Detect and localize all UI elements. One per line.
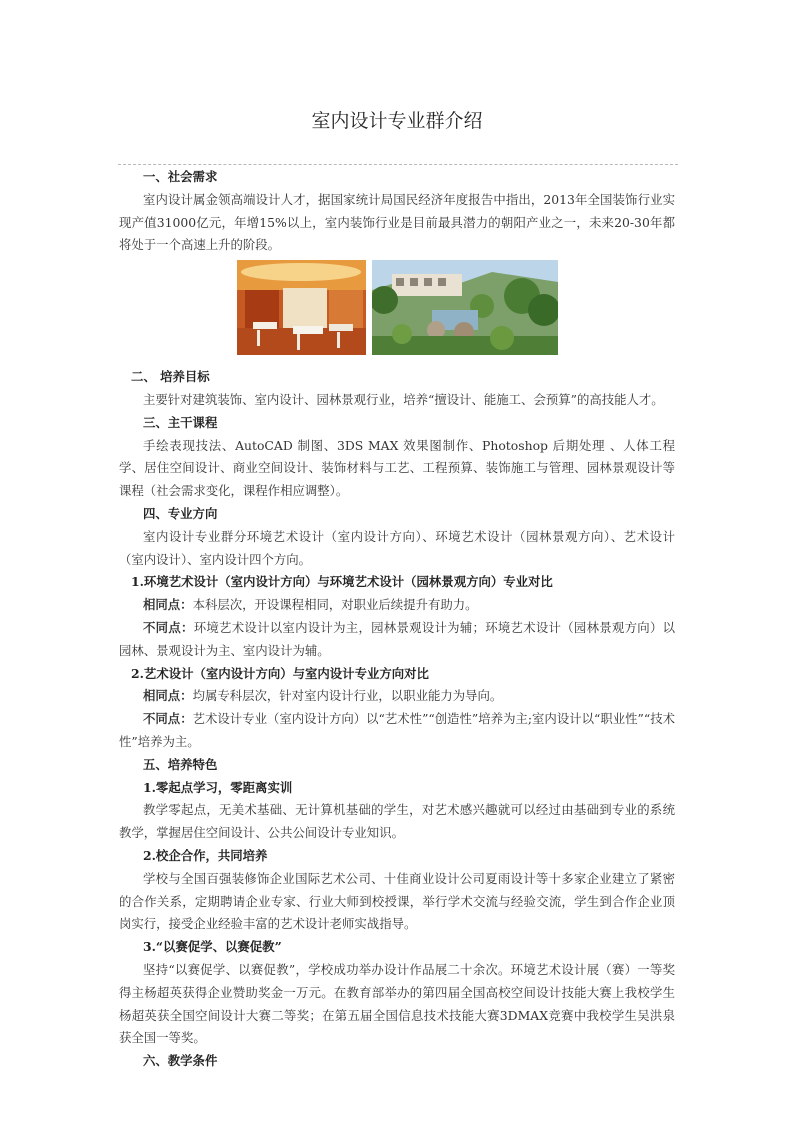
landscape-photo (372, 260, 558, 355)
section-paragraph-training-goal: 主要针对建筑装饰、室内设计、园林景观行业，培养“擅设计、能施工、会预算”的高技能人才。 (143, 391, 664, 407)
comparison-same-art-design (119, 685, 675, 708)
section-heading-main-courses: 三、主干课程 (143, 414, 218, 430)
same-text: 本科层次，开设课程相同，对职业后续提升有助力。 (192, 597, 478, 613)
section-paragraph-main-courses: 手绘表现技法、AutoCAD 制图、3DS MAX 效果图制作、Photoshop 后期处理 、人体工程学、居住空间设计、商业空间设计、装饰材料与工艺、工程预算、装饰施工与管理、园林景观设计等课程（社会需求变化，课程作相应调整）。 (119, 437, 675, 499)
section-heading-teaching-conditions: 六、教学条件 (143, 1053, 218, 1069)
comparison-diff-art-design (119, 708, 675, 754)
feature-paragraph-competition: 坚持“以赛促学、以赛促教”，学校成功举办设计作品展二十余次。环境艺术设计展（赛）一等奖得主杨超英获得企业赞助奖金一万元。在教育部举办的第四届全国高校空间设计技能大赛上我校学生杨超英获全国空间设计大赛二等奖；在第五届全国信息技术技能大赛3DMAX竞赛中我校学生吴洪泉获全国一等奖。 (119, 961, 675, 1046)
same-label: 相同点： (143, 688, 193, 704)
feature-heading-school-enterprise: 2.校企合作，共同培养 (143, 847, 268, 863)
title-divider (118, 164, 678, 165)
feature-paragraph-zero-start: 教学零起点，无美术基础、无计算机基础的学生，对艺术感兴趣就可以经过由基础到专业的系统教学，掌握居住空间设计、公共公间设计专业知识。 (119, 802, 675, 841)
comparison-diff-env-art (119, 617, 675, 663)
same-label: 相同点： (143, 597, 193, 613)
diff-text: 艺术设计专业（室内设计方向）以“艺术性”“创造性”培养为主;室内设计以“职业性”“技术性”培养为主。 (119, 711, 676, 749)
subsection-heading-env-art-comparison: 1.环境艺术设计（室内设计方向）与环境艺术设计（园林景观方向）专业对比 (131, 574, 553, 590)
photo-row (119, 260, 675, 362)
subsection-heading-art-design-comparison: 2.艺术设计（室内设计方向）与室内设计专业方向对比 (131, 665, 429, 681)
page-title: 室内设计专业群介绍 (311, 110, 483, 132)
feature-heading-zero-start: 1.零起点学习，零距离实训 (143, 779, 293, 795)
diff-text: 环境艺术设计以室内设计为主，园林景观设计为辅；环境艺术设计（园林景观方向）以园林、景观设计为主、室内设计为辅。 (119, 619, 676, 658)
section-heading-training-goal: 二、 培养目标 (131, 369, 210, 385)
same-text: 均属专科层次，针对室内设计行业，以职业能力为导向。 (192, 688, 503, 704)
diff-label: 不同点： (143, 711, 193, 727)
section-heading-features: 五、培养特色 (143, 756, 218, 772)
interior-photo (237, 260, 366, 355)
document-body (119, 166, 675, 1073)
section-heading-directions: 四、专业方向 (143, 505, 218, 521)
section-heading-social-demand: 一、社会需求 (143, 169, 218, 184)
feature-heading-competition: 3.“以赛促学、以赛促教” (143, 939, 282, 955)
diff-label: 不同点： (143, 619, 194, 635)
section-paragraph-directions: 室内设计专业群分环境艺术设计（室内设计方向）、环境艺术设计（园林景观方向）、艺术设计（室内设计）、室内设计四个方向。 (119, 528, 675, 567)
section-paragraph-social-demand: 室内设计属金领高端设计人才，据国家统计局国民经济年度报告中指出，2013年全国装饰行业实现产值31000亿元，年增15%以上，室内装饰行业是目前最具潜力的朝阳产业之一，未来20-30年都将处于一个高速上升的阶段。 (119, 191, 675, 253)
feature-paragraph-school-enterprise: 学校与全国百强装修饰企业国际艺术公司、十佳商业设计公司夏雨设计等十多家企业建立了紧密的合作关系，定期聘请企业专家、行业大师到校授课，举行学术交流与经验交流，学生到合作企业顶岗实行，接受企业经验丰富的艺术设计老师实战指导。 (119, 870, 675, 932)
comparison-same-env-art (119, 594, 675, 617)
